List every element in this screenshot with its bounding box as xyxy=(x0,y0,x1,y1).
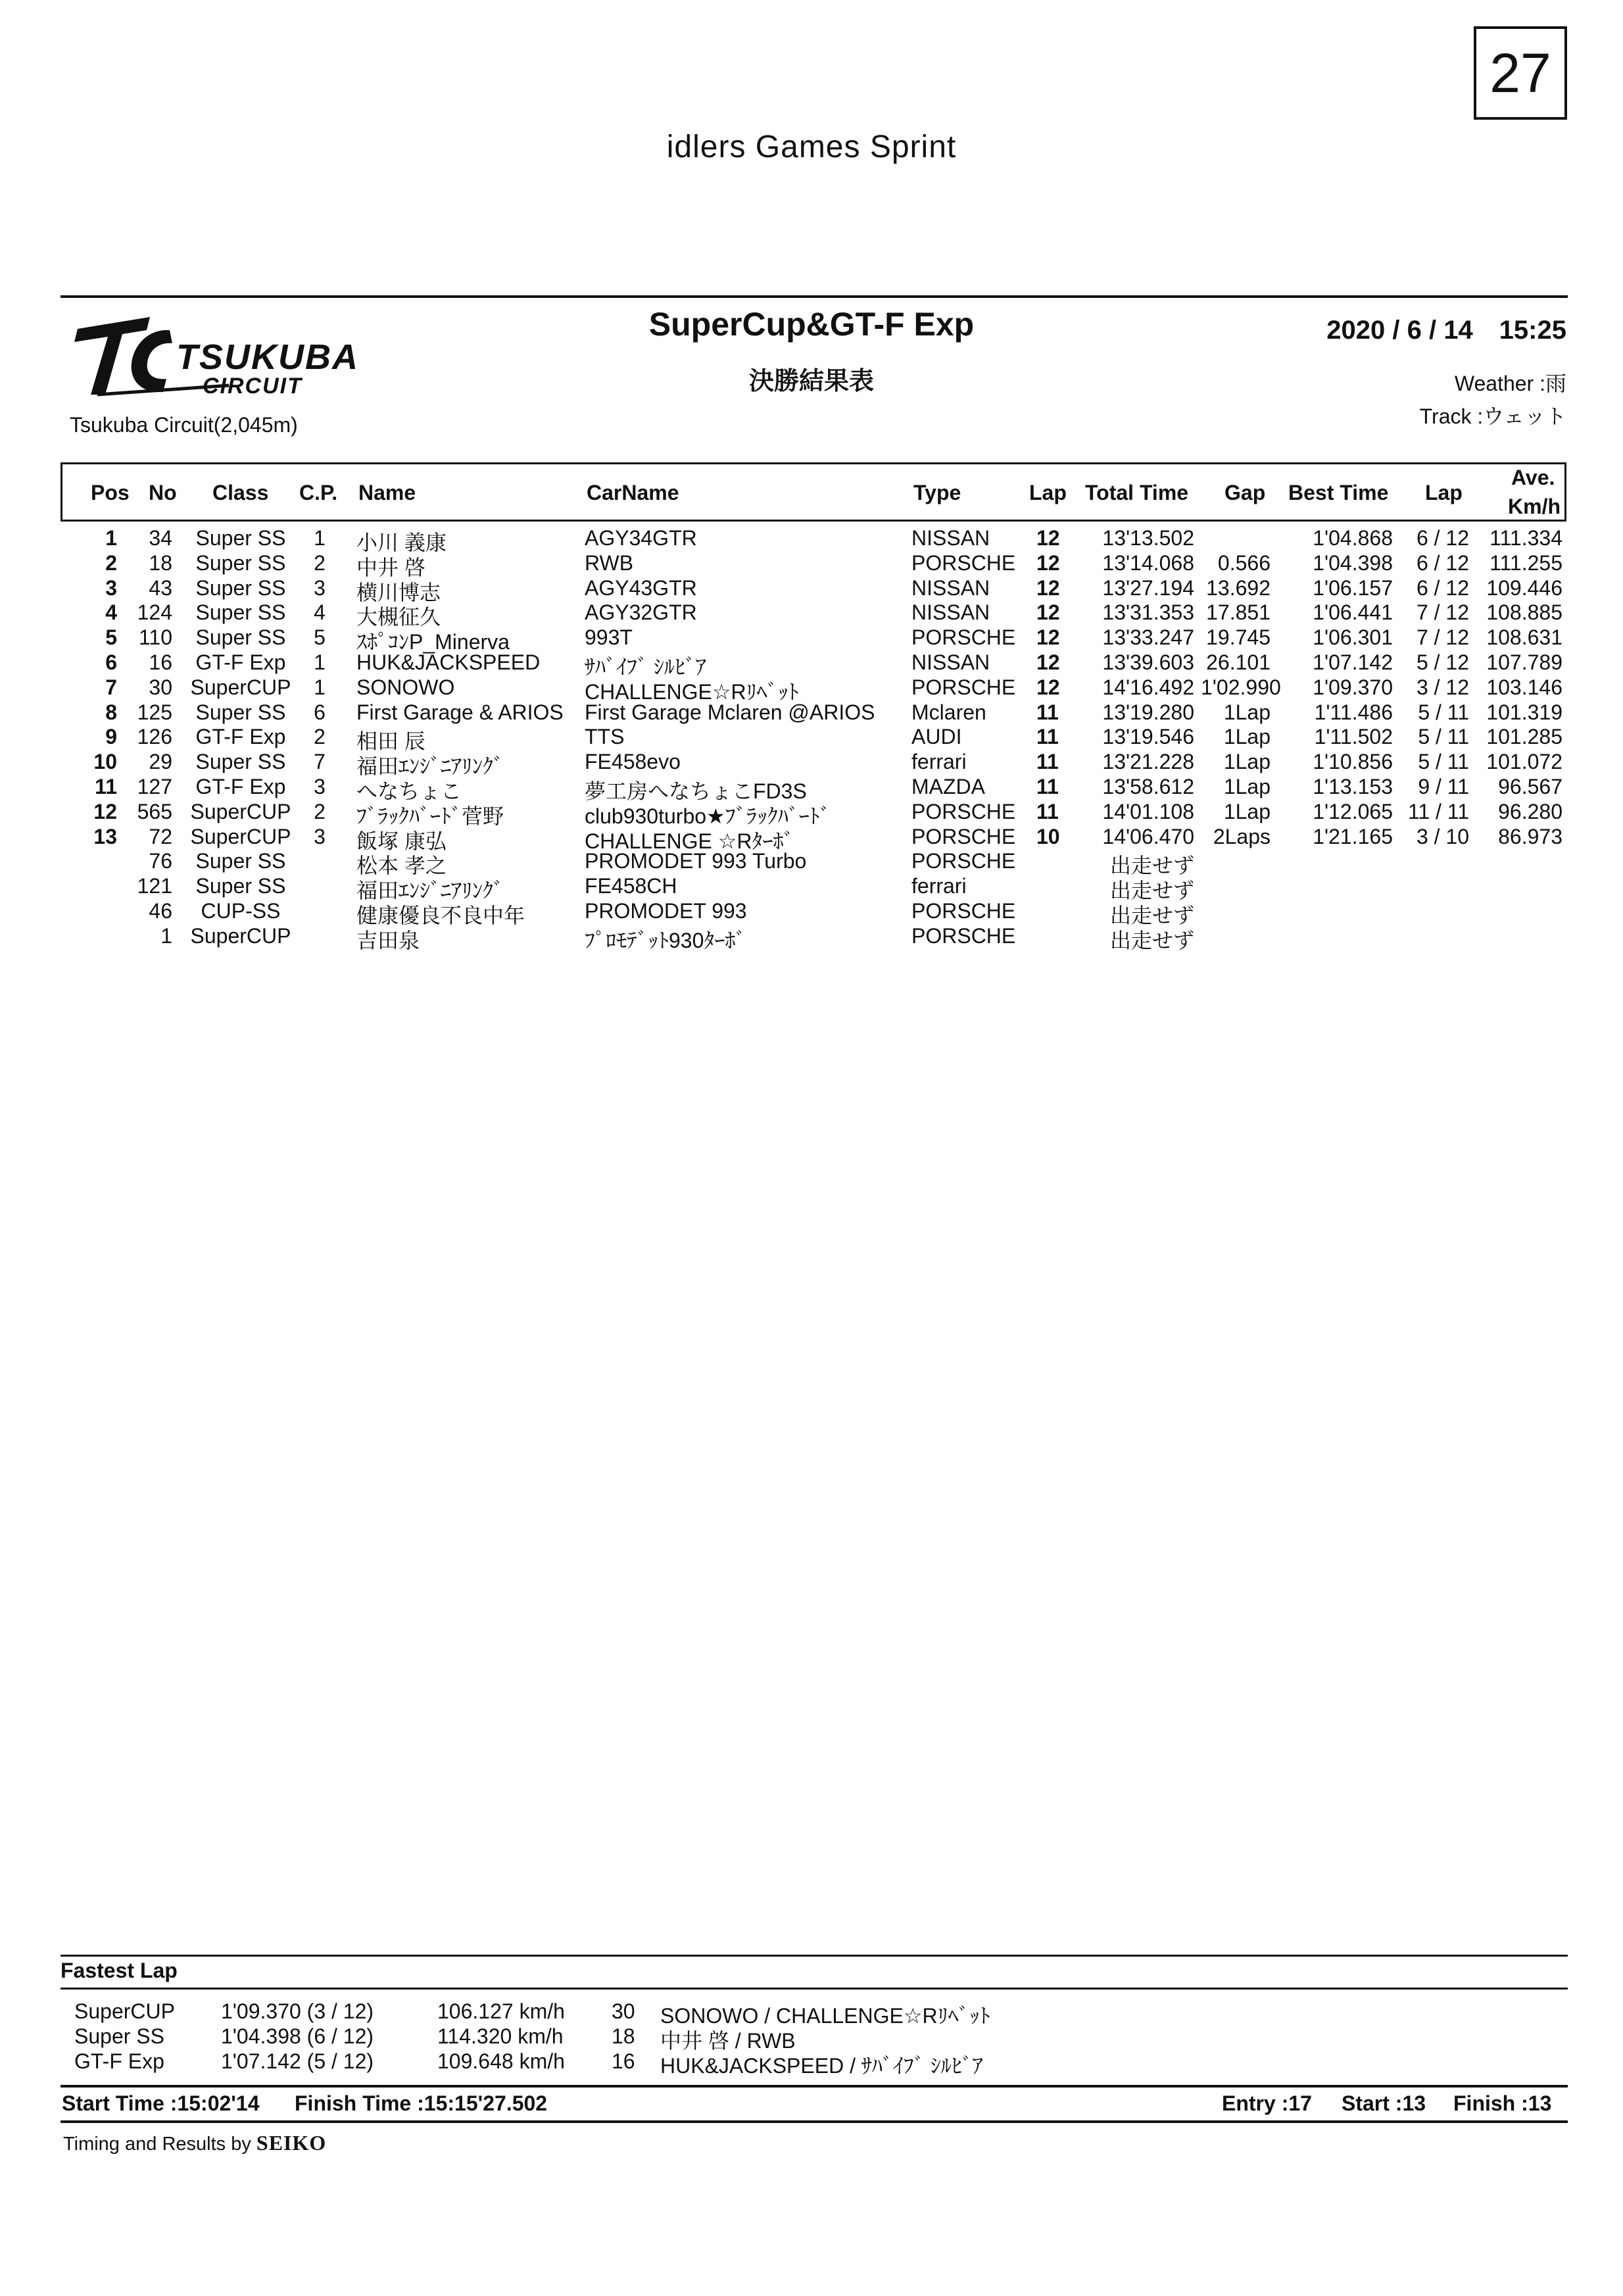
header-gap: Gap xyxy=(1224,481,1266,504)
cell-cp: 7 xyxy=(314,750,326,774)
fastest-cell-cls: GT-F Exp xyxy=(74,2049,164,2073)
cell-name: 松本 孝之 xyxy=(356,854,447,878)
cell-name: 小川 義康 xyxy=(356,531,447,554)
cell-type: PORSCHE xyxy=(911,899,1016,923)
logo-text-top: TSUKUBA xyxy=(176,337,359,377)
fastest-cell-time: 1'04.398 (6 / 12) xyxy=(221,2024,374,2048)
table-row xyxy=(0,625,1623,654)
cell-lap: 12 xyxy=(1036,625,1060,650)
cell-name: SONOWO xyxy=(356,675,455,699)
fastest-cell-driver: HUK&JACKSPEED / ｻﾊﾞｲﾌﾞ ｼﾙﾋﾞｱ xyxy=(660,2054,983,2078)
timing-prefix: Timing and Results by xyxy=(63,2134,251,2155)
table-row xyxy=(0,575,1623,604)
cell-cp: 1 xyxy=(314,526,326,550)
cell-pos: 7 xyxy=(105,675,117,699)
cell-cls: Super SS xyxy=(195,526,286,550)
table-row xyxy=(0,675,1623,704)
cell-cls: GT-F Exp xyxy=(195,775,286,798)
cell-name: 飯塚 康弘 xyxy=(356,829,447,853)
cell-blap: 5 / 11 xyxy=(1418,725,1469,749)
cell-type: MAZDA xyxy=(911,775,985,798)
cell-car: CHALLENGE ☆Rﾀｰﾎﾞ xyxy=(585,829,794,853)
cell-lap: 11 xyxy=(1036,725,1059,749)
cell-name: 相田 辰 xyxy=(356,729,425,754)
fastest-lap-row xyxy=(0,1999,1623,2028)
finish-time: Finish Time :15:15'27.502 xyxy=(295,2091,548,2115)
cell-type: PORSCHE xyxy=(911,675,1016,699)
cell-cls: Super SS xyxy=(195,700,286,724)
cell-lap: 12 xyxy=(1036,650,1060,674)
cell-cls: Super SS xyxy=(195,550,286,575)
cell-type: NISSAN xyxy=(911,575,990,600)
cell-gap: 0.566 xyxy=(1217,550,1271,575)
cell-gap: 1Lap xyxy=(1223,725,1271,749)
circuit-name: Tsukuba Circuit(2,045m) xyxy=(70,413,298,437)
cell-ave: 109.446 xyxy=(1486,575,1562,600)
footer-top-rule xyxy=(61,2085,1568,2088)
table-row xyxy=(0,750,1623,779)
cell-cp: 3 xyxy=(314,824,326,848)
table-row xyxy=(0,874,1623,903)
cell-car: ﾌﾟﾛﾓﾃﾞｯﾄ930ﾀｰﾎﾞ xyxy=(585,928,746,952)
results-header xyxy=(61,462,1566,522)
fastest-cell-cls: SuperCUP xyxy=(74,1999,175,2023)
cell-total: 13'31.353 xyxy=(1102,600,1194,625)
cell-cls: SuperCUP xyxy=(190,824,291,848)
cell-cp: 6 xyxy=(314,700,326,724)
cell-cls: SuperCUP xyxy=(190,799,291,823)
cell-ave: 111.255 xyxy=(1490,550,1562,575)
cell-ave: 108.885 xyxy=(1486,600,1562,625)
cell-type: NISSAN xyxy=(911,526,990,550)
cell-ave: 86.973 xyxy=(1498,824,1562,848)
header-class: Class xyxy=(212,481,269,504)
cell-car: PROMODET 993 Turbo xyxy=(585,849,807,873)
cell-cp: 1 xyxy=(314,650,326,674)
cell-best: 1'07.142 xyxy=(1313,650,1393,674)
race-title: SuperCup&GT-F Exp xyxy=(648,306,975,343)
cell-total: 14'16.492 xyxy=(1102,675,1194,699)
table-row xyxy=(0,849,1623,878)
cell-cls: SuperCUP xyxy=(190,675,291,699)
cell-type: ferrari xyxy=(911,874,967,898)
cell-car: PROMODET 993 xyxy=(585,899,747,923)
logo-text-bottom: CIRCUIT xyxy=(203,374,303,399)
cell-type: ferrari xyxy=(911,750,967,774)
cell-gap: 26.101 xyxy=(1206,650,1271,674)
cell-no: 43 xyxy=(149,575,172,600)
header-best-time: Best Time xyxy=(1288,481,1389,504)
cell-total: 13'21.228 xyxy=(1102,750,1194,774)
cell-best: 1'21.165 xyxy=(1313,824,1393,848)
cell-cp: 2 xyxy=(314,725,326,749)
cell-type: PORSCHE xyxy=(911,923,1016,948)
cell-ave: 111.334 xyxy=(1490,526,1562,550)
cell-total: 出走せず xyxy=(1109,879,1194,903)
table-row xyxy=(0,775,1623,803)
start-time: Start Time :15:02'14 xyxy=(62,2091,260,2115)
cell-type: PORSCHE xyxy=(911,799,1016,823)
table-row xyxy=(0,526,1623,554)
cell-pos: 13 xyxy=(93,824,117,848)
cell-total: 13'58.612 xyxy=(1102,775,1194,798)
cell-gap: 13.692 xyxy=(1206,575,1271,600)
table-row xyxy=(0,923,1623,952)
fastest-cell-time: 1'07.142 (5 / 12) xyxy=(221,2049,374,2073)
cell-total: 13'13.502 xyxy=(1102,526,1194,550)
cell-type: PORSCHE xyxy=(911,849,1016,873)
cell-no: 124 xyxy=(137,600,172,625)
cell-name: 横川博志 xyxy=(356,580,441,604)
fastest-cell-no: 16 xyxy=(612,2049,635,2073)
cell-ave: 101.319 xyxy=(1486,700,1562,724)
fastest-lap-top-rule xyxy=(61,1955,1568,1957)
header-name: Name xyxy=(358,481,416,504)
cell-best: 1'06.441 xyxy=(1313,600,1393,625)
cell-cls: Super SS xyxy=(195,625,286,650)
cell-lap: 11 xyxy=(1036,799,1059,823)
cell-total: 14'01.108 xyxy=(1102,799,1194,823)
cell-gap: 1Lap xyxy=(1223,799,1271,823)
header-best-lap: Lap xyxy=(1425,481,1463,504)
cell-ave: 96.280 xyxy=(1498,799,1562,823)
cell-total: 13'19.546 xyxy=(1102,725,1194,749)
cell-best: 1'06.301 xyxy=(1313,625,1393,650)
table-row xyxy=(0,725,1623,754)
cell-no: 76 xyxy=(149,849,172,873)
table-row xyxy=(0,799,1623,828)
cell-lap: 10 xyxy=(1036,824,1060,848)
cell-name: First Garage & ARIOS xyxy=(356,700,564,724)
cell-no: 1 xyxy=(160,923,172,948)
cell-ave: 107.789 xyxy=(1486,650,1562,674)
cell-car: First Garage Mclaren @ARIOS xyxy=(585,700,875,724)
cell-car: FE458evo xyxy=(585,750,681,774)
cell-ave: 96.567 xyxy=(1498,775,1562,798)
finish-count: Finish :13 xyxy=(1453,2091,1552,2115)
fastest-cell-driver: 中井 啓 / RWB xyxy=(660,2029,796,2053)
cell-car: 夢工房へなちょこFD3S xyxy=(585,779,807,803)
fastest-cell-time: 1'09.370 (3 / 12) xyxy=(221,1999,374,2023)
cell-cls: Super SS xyxy=(195,575,286,600)
cell-gap: 1Lap xyxy=(1223,750,1271,774)
cell-no: 565 xyxy=(137,799,172,823)
cell-no: 46 xyxy=(149,899,172,923)
cell-pos: 12 xyxy=(93,799,117,823)
fastest-lap-title: Fastest Lap xyxy=(61,1959,178,1982)
cell-lap: 12 xyxy=(1036,675,1060,699)
fastest-lap-row xyxy=(0,2024,1623,2053)
header-type: Type xyxy=(913,481,961,504)
entry-count: Entry :17 xyxy=(1222,2091,1312,2115)
cell-cp: 4 xyxy=(314,600,326,625)
cell-cp: 2 xyxy=(314,550,326,575)
cell-lap: 11 xyxy=(1036,700,1059,724)
cell-blap: 6 / 12 xyxy=(1416,575,1469,600)
table-row xyxy=(0,824,1623,853)
cell-type: NISSAN xyxy=(911,650,990,674)
cell-name: 福田ｴﾝｼﾞﾆｱﾘﾝｸﾞ xyxy=(356,879,504,903)
cell-no: 127 xyxy=(137,775,172,798)
fastest-cell-speed: 114.320 km/h xyxy=(437,2024,564,2048)
cell-car: AGY43GTR xyxy=(585,575,697,600)
cell-blap: 7 / 12 xyxy=(1416,625,1469,650)
cell-no: 34 xyxy=(149,526,172,550)
cell-no: 18 xyxy=(149,550,172,575)
cell-best: 1'04.398 xyxy=(1313,550,1393,575)
cell-cp: 3 xyxy=(314,575,326,600)
cell-type: NISSAN xyxy=(911,600,990,625)
cell-total: 出走せず xyxy=(1109,904,1194,927)
cell-lap: 11 xyxy=(1036,775,1059,798)
cell-blap: 5 / 11 xyxy=(1418,700,1469,724)
header-pos: Pos xyxy=(91,481,130,504)
cell-best: 1'11.486 xyxy=(1314,700,1393,724)
cell-ave: 108.631 xyxy=(1486,625,1562,650)
cell-cls: Super SS xyxy=(195,600,286,625)
header-kmh: Km/h xyxy=(1508,495,1561,518)
footer-bottom-rule xyxy=(61,2120,1568,2123)
cell-name: 大槻征久 xyxy=(356,605,441,629)
cell-total: 出走せず xyxy=(1109,854,1194,878)
header-ave: Ave. xyxy=(1511,466,1555,489)
cell-type: PORSCHE xyxy=(911,550,1016,575)
fastest-lap-table xyxy=(0,1999,1623,2078)
cell-no: 126 xyxy=(137,725,172,749)
cell-no: 29 xyxy=(149,750,172,774)
cell-cp: 5 xyxy=(314,625,326,650)
fastest-cell-no: 30 xyxy=(612,1999,635,2023)
cell-pos: 2 xyxy=(105,550,117,575)
cell-car: AGY34GTR xyxy=(585,526,697,550)
fastest-cell-driver: SONOWO / CHALLENGE☆Rﾘﾍﾞｯﾄ xyxy=(660,2004,990,2028)
cell-cp: 2 xyxy=(314,799,326,823)
cell-total: 13'33.247 xyxy=(1102,625,1194,650)
cell-best: 1'09.370 xyxy=(1313,675,1393,699)
cell-blap: 6 / 12 xyxy=(1416,526,1469,550)
cell-ave: 103.146 xyxy=(1486,675,1562,699)
top-divider xyxy=(61,295,1568,298)
cell-gap: 17.851 xyxy=(1206,600,1271,625)
cell-pos: 5 xyxy=(105,625,117,650)
cell-type: Mclaren xyxy=(911,700,986,724)
cell-name: 中井 啓 xyxy=(356,555,425,579)
timing-credit xyxy=(63,2131,326,2155)
cell-pos: 1 xyxy=(105,526,117,550)
cell-lap: 12 xyxy=(1036,526,1060,550)
page-number-box xyxy=(1474,26,1567,120)
cell-type: AUDI xyxy=(911,725,962,749)
fastest-lap-row xyxy=(0,2049,1623,2078)
fastest-cell-speed: 109.648 km/h xyxy=(437,2049,565,2073)
header-cp: C.P. xyxy=(299,481,338,504)
cell-cls: CUP-SS xyxy=(201,899,281,923)
cell-pos: 4 xyxy=(105,600,117,625)
track-condition: Track :ウェット xyxy=(1419,404,1566,428)
cell-pos: 9 xyxy=(105,725,117,749)
cell-gap: 1Lap xyxy=(1223,775,1271,798)
cell-cls: SuperCUP xyxy=(190,923,291,948)
cell-pos: 11 xyxy=(95,775,117,798)
cell-car: RWB xyxy=(585,550,634,575)
cell-car: AGY32GTR xyxy=(585,600,697,625)
cell-gap: 1Lap xyxy=(1223,700,1271,724)
table-row xyxy=(0,899,1623,927)
cell-blap: 6 / 12 xyxy=(1416,550,1469,575)
page-number: 27 xyxy=(1490,41,1551,104)
cell-name: ﾌﾞﾗｯｸﾊﾞｰﾄﾞ菅野 xyxy=(356,804,504,828)
cell-lap: 12 xyxy=(1036,550,1060,575)
cell-cls: Super SS xyxy=(195,750,286,774)
cell-gap: 2Laps xyxy=(1213,824,1271,848)
cell-blap: 7 / 12 xyxy=(1416,600,1469,625)
fastest-lap-divider xyxy=(61,1988,1568,1990)
cell-cls: Super SS xyxy=(195,849,286,873)
cell-total: 13'19.280 xyxy=(1102,700,1194,724)
cell-type: PORSCHE xyxy=(911,824,1016,848)
cell-no: 125 xyxy=(137,700,172,724)
fastest-cell-no: 18 xyxy=(612,2024,635,2048)
table-row xyxy=(0,650,1623,679)
cell-blap: 11 / 11 xyxy=(1407,799,1469,823)
cell-cls: Super SS xyxy=(195,874,286,898)
header-carname: CarName xyxy=(587,481,679,504)
cell-no: 72 xyxy=(149,824,172,848)
cell-car: FE458CH xyxy=(585,874,677,898)
cell-cp: 3 xyxy=(314,775,326,798)
cell-no: 121 xyxy=(137,874,172,898)
cell-cls: GT-F Exp xyxy=(195,650,286,674)
cell-best: 1'11.502 xyxy=(1314,725,1393,749)
cell-name: 健康優良不良中年 xyxy=(356,904,525,927)
cell-car: club930turbo★ﾌﾞﾗｯｸﾊﾞｰﾄﾞ xyxy=(585,804,831,828)
cell-type: PORSCHE xyxy=(911,625,1016,650)
cell-blap: 5 / 11 xyxy=(1418,750,1469,774)
cell-pos: 3 xyxy=(105,575,117,600)
table-row xyxy=(0,600,1623,629)
cell-car: ｻﾊﾞｲﾌﾞ ｼﾙﾋﾞｱ xyxy=(585,655,706,679)
cell-best: 1'12.065 xyxy=(1313,799,1393,823)
cell-best: 1'13.153 xyxy=(1313,775,1393,798)
cell-best: 1'10.856 xyxy=(1313,750,1393,774)
cell-name: HUK&JACKSPEED xyxy=(356,650,541,674)
cell-pos: 8 xyxy=(105,700,117,724)
cell-ave: 101.285 xyxy=(1486,725,1562,749)
cell-lap: 12 xyxy=(1036,600,1060,625)
fastest-cell-cls: Super SS xyxy=(74,2024,164,2048)
results-table xyxy=(0,526,1623,954)
cell-total: 出走せず xyxy=(1109,928,1194,952)
weather: Weather :雨 xyxy=(1454,372,1566,395)
cell-gap: 1'02.990 xyxy=(1201,675,1281,699)
cell-blap: 3 / 12 xyxy=(1416,675,1469,699)
cell-total: 13'14.068 xyxy=(1102,550,1194,575)
cell-blap: 3 / 10 xyxy=(1416,824,1469,848)
cell-pos: 10 xyxy=(93,750,117,774)
cell-gap: 19.745 xyxy=(1206,625,1271,650)
cell-no: 110 xyxy=(138,625,172,650)
results-subtitle: 決勝結果表 xyxy=(748,368,874,395)
cell-name: ｽﾎﾟｺﾝP_Minerva xyxy=(356,630,510,654)
cell-name: 吉田泉 xyxy=(356,928,420,952)
cell-lap: 11 xyxy=(1036,750,1059,774)
cell-no: 30 xyxy=(149,675,172,699)
cell-total: 14'06.470 xyxy=(1102,824,1194,848)
header-no: No xyxy=(149,481,177,504)
header-total-time: Total Time xyxy=(1085,481,1189,504)
header-lap: Lap xyxy=(1029,481,1067,504)
table-row xyxy=(0,700,1623,725)
cell-lap: 12 xyxy=(1036,575,1060,600)
cell-pos: 6 xyxy=(105,650,117,674)
cell-total: 13'39.603 xyxy=(1102,650,1194,674)
cell-blap: 9 / 11 xyxy=(1418,775,1469,798)
cell-name: へなちょこ xyxy=(356,779,462,803)
cell-no: 16 xyxy=(149,650,172,674)
cell-car: TTS xyxy=(585,725,625,749)
cell-ave: 101.072 xyxy=(1486,750,1562,774)
cell-name: 福田ｴﾝｼﾞﾆｱﾘﾝｸﾞ xyxy=(356,754,504,779)
cell-total: 13'27.194 xyxy=(1102,575,1194,600)
start-count: Start :13 xyxy=(1342,2091,1426,2115)
cell-blap: 5 / 12 xyxy=(1416,650,1469,674)
cell-car: 993T xyxy=(585,625,633,650)
cell-cp: 1 xyxy=(314,675,326,699)
cell-best: 1'04.868 xyxy=(1313,526,1393,550)
event-title: idlers Games Sprint xyxy=(666,130,957,164)
fastest-cell-speed: 106.127 km/h xyxy=(437,1999,565,2023)
cell-car: CHALLENGE☆Rﾘﾍﾞｯﾄ xyxy=(585,679,799,704)
cell-cls: GT-F Exp xyxy=(195,725,286,749)
date-time: 2020 / 6 / 14 15:25 xyxy=(1326,316,1566,345)
table-row xyxy=(0,550,1623,579)
seiko-logo: SEIKO xyxy=(256,2131,327,2155)
cell-best: 1'06.157 xyxy=(1313,575,1393,600)
